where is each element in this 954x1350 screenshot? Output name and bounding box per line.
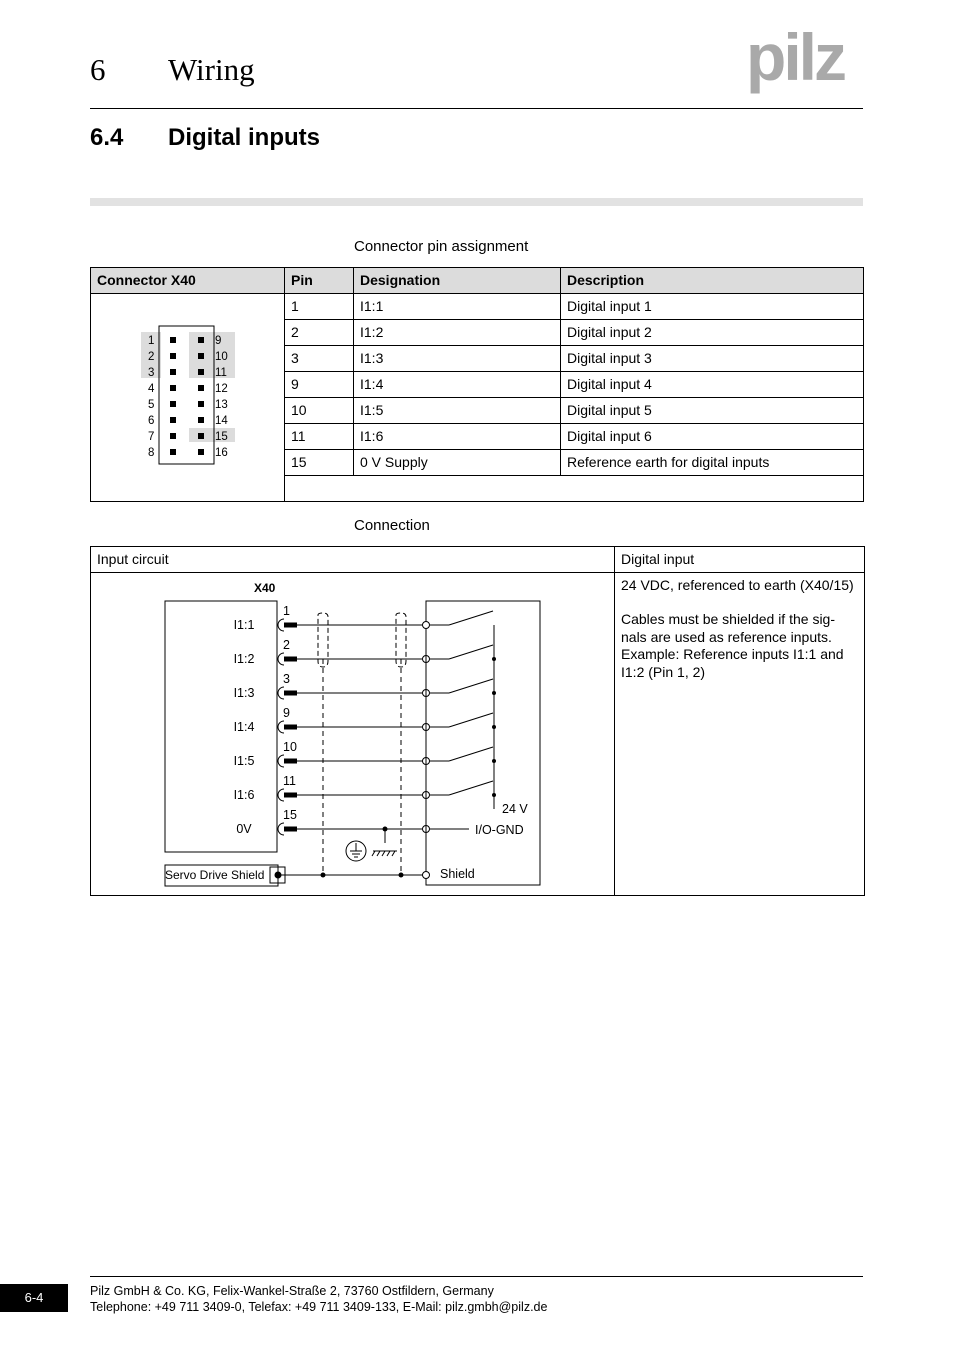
designation-cell: I1:2	[354, 319, 561, 345]
description-cell: Digital input 1	[561, 293, 864, 319]
connector-pin-label: 1	[148, 334, 155, 347]
shielding-note-line: Example: Reference inputs I1:1 and	[621, 646, 844, 662]
column-header-description: Description	[561, 268, 864, 294]
description-cell: Reference earth for digital inputs	[561, 449, 864, 475]
pin-socket	[278, 653, 284, 665]
connector-pin	[198, 369, 204, 375]
connector-pin-label: 15	[215, 430, 228, 443]
connector-pin	[170, 449, 176, 455]
logo-text: pilz	[746, 28, 844, 94]
pin-cell: 1	[285, 293, 354, 319]
switch-contact	[449, 679, 493, 693]
section-divider	[90, 198, 863, 206]
connector-pin	[170, 433, 176, 439]
designation-cell: I1:1	[354, 293, 561, 319]
connector-pin-label: 11	[215, 366, 227, 379]
signal-label: I1:1	[233, 618, 255, 632]
digital-input-spec: 24 VDC, referenced to earth (X40/15)	[621, 577, 854, 593]
footer-rule	[90, 1276, 863, 1277]
designation-cell: I1:4	[354, 371, 561, 397]
connector-pin-label: 4	[148, 382, 155, 395]
footer-line-2: Telephone: +49 711 3409-0, Telefax: +49 711 3409-133, E-Mail: pilz.gmbh@pilz.de	[90, 1300, 548, 1314]
connector-pin-label: 10	[215, 350, 228, 363]
pin-contact	[284, 793, 297, 798]
connector-pin	[170, 369, 176, 375]
description-cell: Digital input 3	[561, 345, 864, 371]
connector-drawing-cell	[91, 293, 285, 501]
shield-terminal	[423, 872, 430, 879]
pin-socket	[278, 755, 284, 767]
pin-cell: 11	[285, 423, 354, 449]
connector-pin	[198, 337, 204, 343]
connector-pin	[198, 449, 204, 455]
connector-pin-label: 12	[215, 382, 228, 395]
connector-pin-label: 16	[215, 446, 228, 459]
signal-label: I1:6	[233, 788, 255, 802]
highlight-right	[189, 332, 235, 378]
shield-junction-1	[321, 873, 326, 878]
footer-line-1: Pilz GmbH & Co. KG, Felix-Wankel-Straße 2, 73760 Ostfildern, Germany	[90, 1284, 494, 1298]
section-number: 6.4	[90, 124, 124, 151]
shielding-note-line: I1:2 (Pin 1, 2)	[621, 663, 706, 680]
connector-pin	[170, 337, 176, 343]
label-io-gnd: I/O-GND	[475, 823, 524, 837]
column-header-connector: Connector X40	[91, 268, 285, 294]
description-cell: Digital input 2	[561, 319, 864, 345]
servo-shield-terminal	[275, 872, 282, 879]
description-cell: Digital input 5	[561, 397, 864, 423]
page-number: 6-4	[0, 1284, 68, 1312]
signal-pin-number: 15	[283, 808, 297, 822]
signal-label: I1:5	[233, 754, 255, 768]
pin-contact	[284, 657, 297, 662]
pin-contact	[284, 759, 297, 764]
shield-junction-2	[399, 873, 404, 878]
designation-cell: I1:3	[354, 345, 561, 371]
connector-pin-label: 13	[215, 398, 228, 411]
terminal	[423, 622, 430, 629]
signal-pin-number: 1	[283, 604, 290, 618]
connector-pin-label: 2	[148, 350, 155, 363]
pin-cell: 2	[285, 319, 354, 345]
pin-cell: 9	[285, 371, 354, 397]
description-cell: Digital input 4	[561, 371, 864, 397]
switch-contact	[449, 747, 493, 761]
table-row	[91, 293, 864, 319]
pin-socket	[278, 721, 284, 733]
connector-pin	[198, 385, 204, 391]
pin-socket	[278, 619, 284, 631]
chassis-ground-hatch	[372, 851, 395, 856]
connector-pin-label: 14	[215, 414, 228, 427]
connector-pin-label: 8	[148, 446, 155, 459]
signal-pin-number: 9	[283, 706, 290, 720]
chapter-title: Wiring	[168, 52, 255, 87]
footer-address	[90, 1283, 547, 1315]
column-header-designation: Designation	[354, 268, 561, 294]
pin-table-caption: Connector pin assignment	[354, 238, 529, 255]
servo-drive-box	[165, 601, 277, 852]
signal-pin-number: 11	[283, 774, 296, 788]
pin-socket	[278, 823, 284, 835]
connector-x40-drawing	[91, 294, 284, 498]
signal-label: I1:2	[233, 652, 255, 666]
pin-cell: 3	[285, 345, 354, 371]
label-24v: 24 V	[502, 802, 528, 816]
input-circuit-diagram	[91, 547, 614, 895]
signal-pin-number: 10	[283, 740, 297, 754]
designation-cell: 0 V Supply	[354, 449, 561, 475]
shielding-note	[621, 611, 844, 681]
connection-table	[90, 546, 865, 896]
pin-contact	[284, 725, 297, 730]
digital-input-header: Digital input	[621, 551, 695, 567]
empty-cell	[285, 475, 864, 501]
connector-pin	[198, 401, 204, 407]
switch-contact	[449, 611, 493, 625]
input-circuit-header: Input circuit	[97, 551, 169, 567]
servo-drive-shield-label: Servo Drive Shield	[165, 868, 265, 882]
shielding-note-line: nals are used as reference inputs.	[621, 628, 832, 645]
header-rule	[90, 108, 863, 109]
signal-label: 0V	[236, 822, 252, 836]
shielding-note-line: Cables must be shielded if the sig-	[621, 611, 835, 627]
highlight-pin-15	[189, 428, 235, 442]
label-shield: Shield	[440, 867, 475, 881]
connector-pin-label: 3	[148, 366, 155, 379]
signal-label: I1:3	[233, 686, 255, 700]
description-cell: Digital input 6	[561, 423, 864, 449]
connector-pin	[198, 417, 204, 423]
connector-pin-label: 7	[148, 430, 155, 443]
connector-pin-label: 9	[215, 334, 222, 347]
signal-pin-number: 2	[283, 638, 290, 652]
switch-contact	[449, 781, 493, 795]
pin-contact	[284, 623, 297, 628]
pin-contact	[284, 827, 297, 832]
connector-pin	[170, 385, 176, 391]
table-header-row	[91, 268, 864, 294]
signal-lines	[234, 604, 496, 871]
connector-pin	[170, 401, 176, 407]
pin-assignment-table	[90, 267, 864, 502]
connector-pin	[170, 417, 176, 423]
connector-pin	[170, 353, 176, 359]
pin-socket	[278, 789, 284, 801]
pin-contact	[284, 691, 297, 696]
connector-pin-label: 5	[148, 398, 155, 411]
column-header-pin: Pin	[285, 268, 354, 294]
pin-cell: 10	[285, 397, 354, 423]
connector-pin	[198, 353, 204, 359]
x40-label: X40	[254, 581, 276, 595]
switch-contact	[449, 645, 493, 659]
column-divider	[614, 547, 615, 895]
pin-cell: 15	[285, 449, 354, 475]
external-device-box	[426, 601, 540, 885]
designation-cell: I1:6	[354, 423, 561, 449]
connector-pin-label: 6	[148, 414, 155, 427]
chapter-number: 6	[90, 52, 106, 87]
signal-label: I1:4	[233, 720, 255, 734]
pin-socket	[278, 687, 284, 699]
connection-caption: Connection	[354, 517, 430, 534]
signal-pin-number: 3	[283, 672, 290, 686]
switch-contact	[449, 713, 493, 727]
section-title: Digital inputs	[168, 124, 320, 151]
connector-pin	[198, 433, 204, 439]
pilz-logo	[746, 28, 866, 94]
designation-cell: I1:5	[354, 397, 561, 423]
